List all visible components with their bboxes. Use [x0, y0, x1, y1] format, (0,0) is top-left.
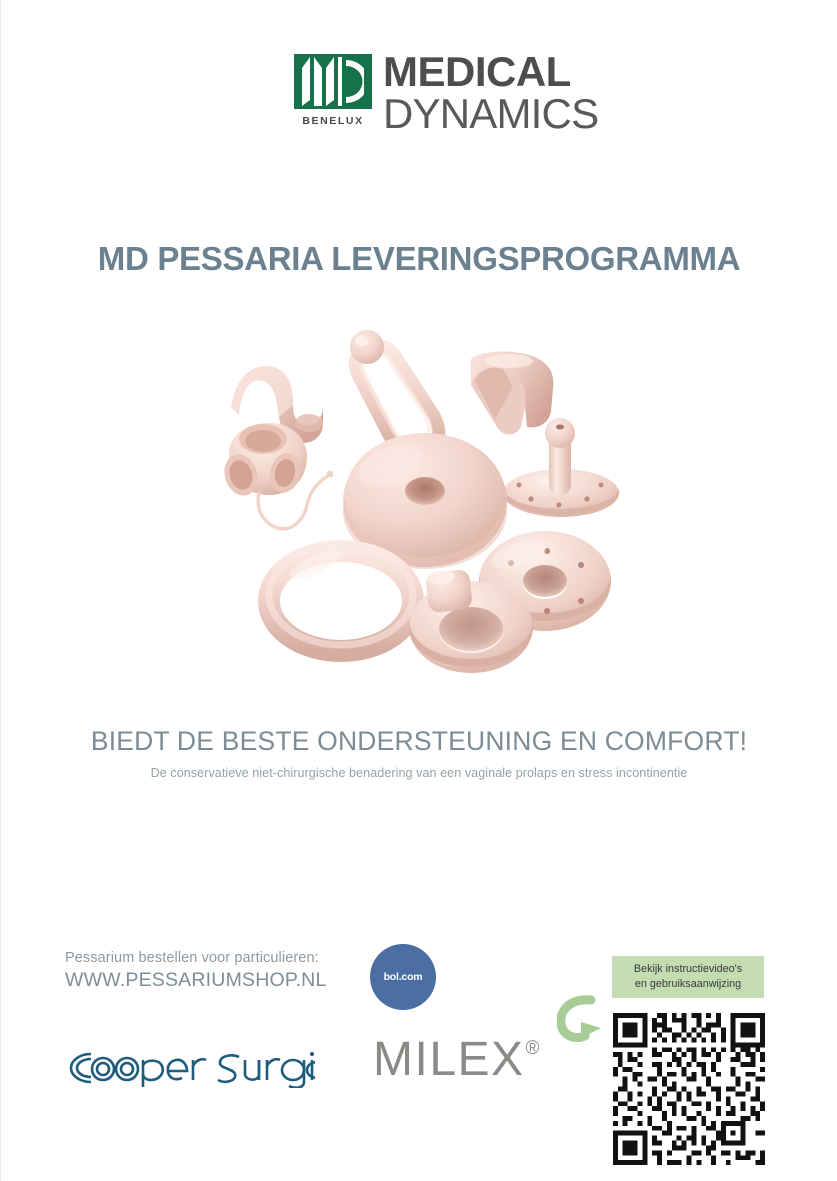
company-logo	[288, 48, 599, 137]
qr-code-icon[interactable]	[608, 1008, 770, 1170]
coopersurgical-logo	[63, 1046, 315, 1088]
logo-word-dynamics: DYNAMICS	[383, 89, 599, 137]
bol-com-badge[interactable]	[370, 944, 436, 1010]
bol-com-label: bol.com	[383, 971, 423, 983]
logo-wordmark	[383, 48, 599, 137]
video-callout-line-2: en gebruiksaanwijzing	[634, 978, 742, 990]
pessariumshop-url[interactable]: WWW.PESSARIUMSHOP.NL	[65, 969, 327, 992]
logo-word-medical: MEDICAL	[383, 48, 571, 95]
md-monogram-icon	[294, 54, 372, 109]
pessary-devices-photo	[219, 315, 631, 685]
cube-pessary-with-string	[219, 423, 333, 529]
gellhorn-pessary	[503, 418, 619, 517]
tagline-headline: BIEDT DE BESTE ONDERSTEUNING EN COMFORT!	[90, 726, 748, 756]
page-title: MD PESSARIA LEVERINGSPROGRAMMA	[97, 240, 741, 277]
curved-arrow-icon	[557, 994, 603, 1042]
ring-pessary	[269, 545, 413, 651]
video-callout	[612, 956, 764, 998]
shaatz-pessary	[471, 352, 553, 435]
video-callout-line-1: Bekijk instructievideo's	[633, 963, 743, 976]
consumer-order-block	[65, 950, 365, 992]
logo-mark-group	[288, 54, 378, 127]
logo-sub-label: BENELUX	[302, 115, 364, 127]
milex-logo	[373, 1033, 540, 1086]
tagline-subtitle: De conservatieve niet-chirurgische benadering van een vaginale prolaps en stress incontinentie	[150, 766, 688, 780]
consumer-order-label: Pessarium bestellen voor particulieren:	[65, 950, 319, 966]
registered-trademark-icon: ®	[525, 1038, 540, 1059]
milex-wordmark: MILEX	[373, 1033, 525, 1086]
